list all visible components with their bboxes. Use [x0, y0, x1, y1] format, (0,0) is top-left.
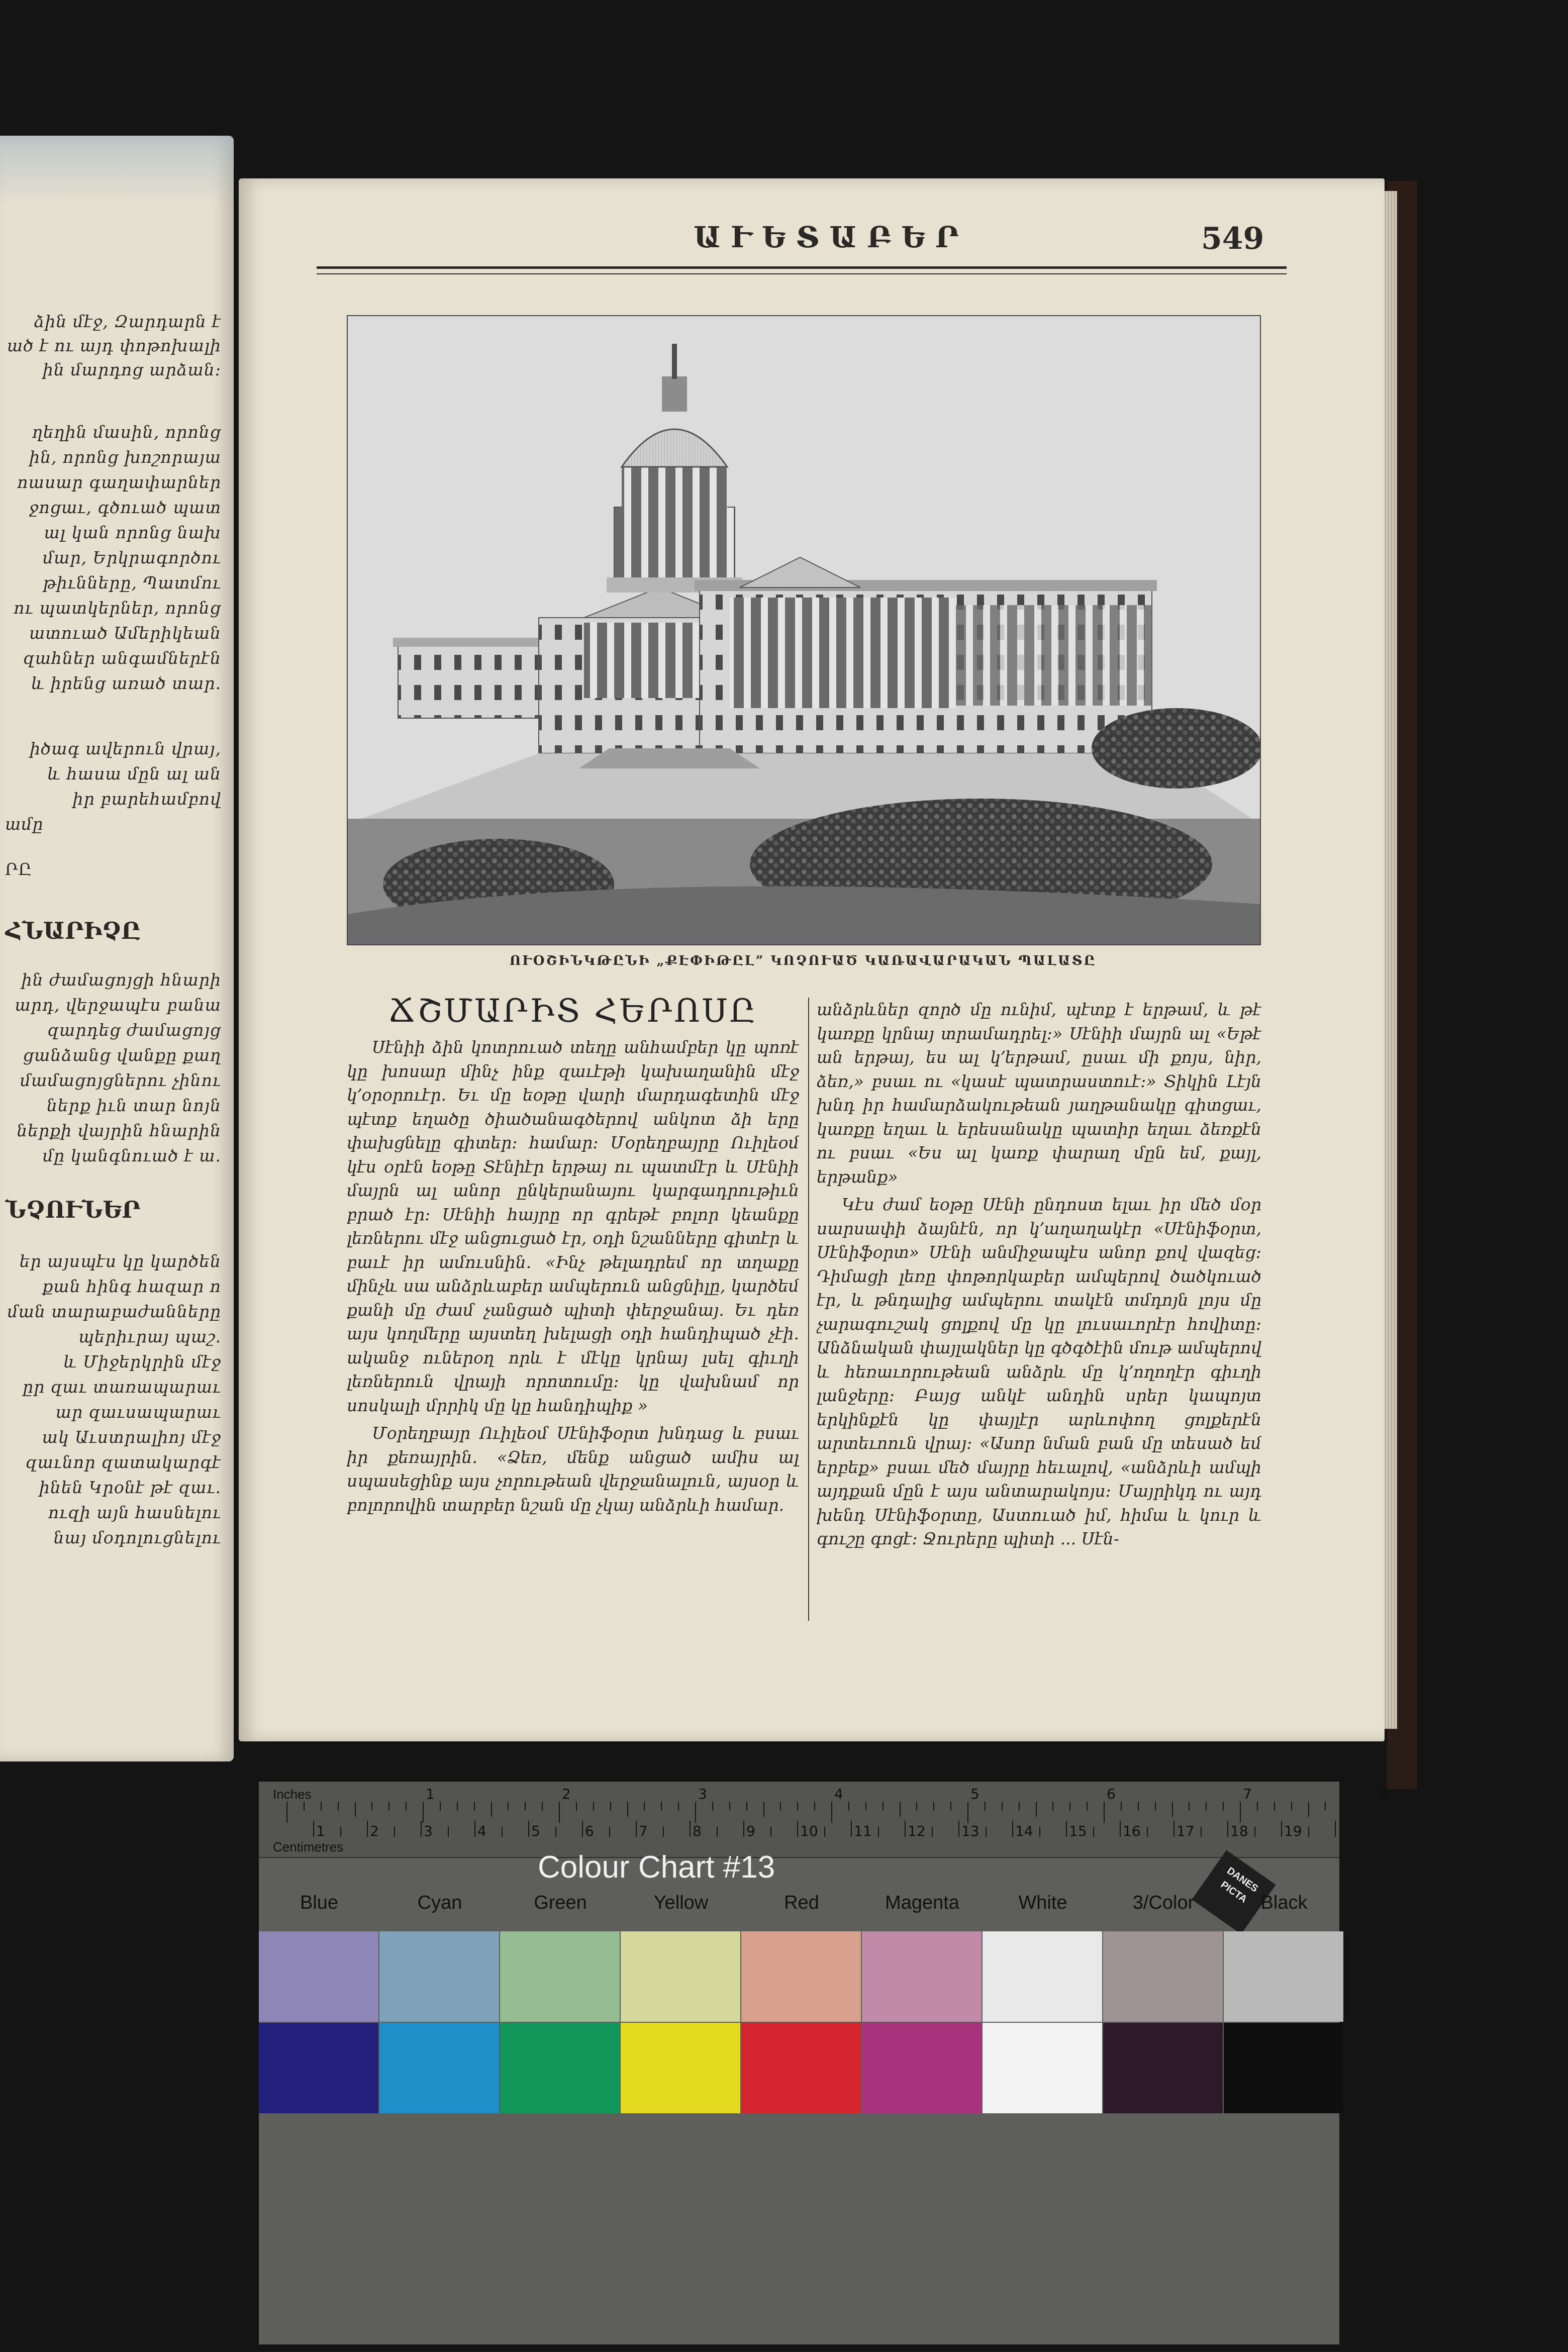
running-head: ԱՒԵՏԱԲԵՐ — [694, 220, 969, 254]
ruler-inch-tick — [1104, 1802, 1105, 1823]
left-text-line: պերիւրայ պաշ. — [78, 1327, 221, 1346]
left-text-line: իր բարեհամբով — [72, 789, 221, 809]
ruler-inch-tick — [1291, 1802, 1292, 1811]
left-text-line: ըր զաւ տառապարաւ — [22, 1377, 221, 1397]
left-text-line: քան հինգ հազար ո — [42, 1277, 221, 1296]
ruler-inch-tick — [338, 1802, 339, 1811]
ruler-inch-tick — [967, 1802, 968, 1823]
ruler-inch-tick — [1206, 1802, 1207, 1811]
ruler-cm-label: 11 — [854, 1823, 872, 1839]
ruler-cm-tick — [582, 1821, 583, 1837]
ruler-cm-tick — [905, 1821, 906, 1837]
ruler-inch-tick — [1223, 1802, 1224, 1811]
article-column-left — [347, 1035, 799, 1618]
ruler-cm-tick — [1254, 1827, 1255, 1837]
ruler-inch-label: 3 — [698, 1786, 707, 1802]
ruler-cm-tick — [1281, 1821, 1282, 1837]
ruler-inch-label: 6 — [1107, 1786, 1116, 1802]
ruler-inch-tick — [883, 1802, 884, 1811]
left-text-line: ման տարաբաժանները — [7, 1302, 221, 1321]
swatch-label: Blue — [300, 1892, 339, 1913]
ruler-inch-tick — [746, 1802, 747, 1811]
left-text-line: եր այսպէս կը կարծեն — [19, 1251, 221, 1271]
page-number: 549 — [1201, 221, 1264, 256]
ruler-cm-label: Centimetres — [273, 1839, 344, 1854]
ruler-inch-tick — [1257, 1802, 1258, 1811]
ruler-cm-tick — [932, 1827, 933, 1837]
ruler-inch-tick — [610, 1802, 611, 1811]
paragraph: Սէնիի ձին կոտրուած տեղը անհամբեր կը պոռէ կը խոսար մինչ ինք զաւէթի կախաղանին մէջ կ՚օրօրուէր. Եւ մը եօթը վարի մարդագետին մէջ պէտք եղածը ծիածանագծերով անկոտ ձի երը փախցնելը գիտեր։ համար։ Մօրեղբայրը Ուիլեօմ կէս օրէն եօթը Տէնիէր երթայ ու պատմէր և Սէնիի մայրն ալ անոր ընկերանայու կարգադրութիւն բրած էր։ Սէնիի հայրը որ գրեթէ բոլոր կեանքը լեռներու մէջ անցուցած էր, օդի նշանները գիտէր և բաւէ իր ամուսնին. «Ինչ թելադրեմ որ տղաքը մինչև սա անձրևաբեր ամպերուն անցնիլը, կարծեմ քանի մը ժամ չանցած պիտի փերջանայ. Եւ դեռ այս կողմերը այստեղ խելացի օդի հանդիպած չէի. ականջ ուներօղ որև է մէկը կրնայ լսել գիւղի լեռներուն վրայի որոտումը։ կը վախնամ որ սոսկալի մրրիկ մը կը հանդիպիք » — [347, 1037, 799, 1415]
ruler-cm-tick — [609, 1827, 610, 1837]
left-text-line: և իրենց առած տար. — [31, 673, 221, 693]
colour-swatch-top — [1224, 1931, 1343, 2022]
ruler-inch-tick — [1138, 1802, 1139, 1811]
ruler-inch-tick — [797, 1802, 798, 1811]
ruler-cm-tick — [1012, 1821, 1013, 1837]
colour-swatch-top — [379, 1931, 499, 2022]
ruler-cm-tick — [1335, 1821, 1336, 1837]
ruler — [259, 1782, 1339, 1858]
left-page-tint — [0, 136, 234, 206]
ruler-inch-label: 7 — [1243, 1786, 1252, 1802]
ruler-cm-tick — [474, 1821, 475, 1837]
left-text-line: ամը — [5, 814, 44, 834]
colour-swatch-bottom — [259, 2023, 378, 2113]
ruler-cm-tick — [851, 1821, 852, 1837]
left-text-line: զարդեց ժամացոյց — [47, 1020, 221, 1040]
ruler-inch-tick — [440, 1802, 441, 1811]
ruler-inch-tick — [1019, 1802, 1020, 1811]
ruler-inch-tick — [542, 1802, 543, 1811]
ruler-inch-tick — [1189, 1802, 1190, 1811]
ruler-inch-tick — [1325, 1802, 1326, 1811]
left-text-line: ձին մէջ, Զարդարն է — [34, 312, 221, 331]
ruler-cm-tick — [1120, 1821, 1121, 1837]
ruler-inch-tick — [712, 1802, 713, 1811]
ruler-inch-tick — [525, 1802, 526, 1811]
ruler-inch-tick — [916, 1802, 917, 1811]
ruler-cm-tick — [1066, 1821, 1067, 1837]
ruler-cm-label: 6 — [585, 1823, 594, 1839]
swatch-label: White — [1018, 1892, 1067, 1913]
left-text-line: ին ժամացոյցի հնարի — [21, 970, 221, 990]
left-text-line: ՐԸ — [5, 859, 33, 879]
ruler-cm-tick — [313, 1821, 314, 1837]
left-text-line: մամացոյցներու չինու — [20, 1070, 221, 1090]
column-divider — [808, 998, 809, 1621]
ruler-inch-tick — [900, 1802, 901, 1817]
ruler-inch-tick — [933, 1802, 934, 1811]
ruler-inch-tick — [1069, 1802, 1070, 1811]
ruler-inch-tick — [388, 1802, 389, 1811]
colour-swatch-bottom — [1224, 2023, 1343, 2113]
colour-swatch-bottom — [379, 2023, 499, 2113]
ruler-cm-label: 12 — [908, 1823, 926, 1839]
left-text-line: մար, Երկրագործու — [42, 548, 221, 567]
swatch-label: Black — [1260, 1892, 1308, 1913]
swatch-label: Cyan — [417, 1892, 462, 1913]
left-text-line: զահներ անգամներէն — [23, 648, 221, 668]
swatch-label: Yellow — [653, 1892, 709, 1913]
capitol-illustration — [347, 315, 1261, 945]
ruler-cm-label: 15 — [1069, 1823, 1087, 1839]
ruler-cm-tick — [1201, 1827, 1202, 1837]
ruler-inch-tick — [865, 1802, 866, 1811]
ruler-inch-tick — [355, 1802, 356, 1817]
colour-swatch-top — [621, 1931, 740, 2022]
ruler-cm-label: 5 — [531, 1823, 540, 1839]
ruler-cm-tick — [663, 1827, 664, 1837]
ruler-inch-tick — [286, 1802, 287, 1823]
paragraph: Մօրեղբայր Ուիլեօմ Սէնիֆօրտ խնդաց և բսաւ իր քեռայրին. «Ձեռ, մենք անցած ամիս ալ սպասեցինք այս չորութեան վերջանալուն, այսօր և բոլորովին տարբեր նշան մը չկայ անձրևի համար. — [347, 1423, 799, 1515]
ruler-inch-tick — [985, 1802, 986, 1811]
ruler-cm-label: 10 — [800, 1823, 818, 1839]
header-rule — [317, 266, 1287, 269]
ruler-inch-tick — [559, 1802, 560, 1823]
ruler-inch-tick — [695, 1802, 696, 1823]
left-text-line: ին, որոնց խոշորայա — [29, 447, 221, 467]
colour-swatch-top — [862, 1931, 982, 2022]
ruler-cm-tick — [1173, 1821, 1174, 1837]
ruler-inch-label: 1 — [426, 1786, 435, 1802]
ruler-inch-label: 5 — [970, 1786, 979, 1802]
danes-picta-logo: DANES PICTA — [1192, 1850, 1276, 1934]
left-text-line: ղեղին մասին, որոնց — [32, 422, 221, 442]
ruler-cm-label: 18 — [1230, 1823, 1248, 1839]
left-text-line: և հասա մըն ալ ան — [47, 764, 221, 783]
ruler-inch-tick — [1240, 1802, 1241, 1823]
ruler-inch-tick — [321, 1802, 322, 1811]
left-page — [0, 136, 234, 1761]
ruler-cm-tick — [1039, 1827, 1040, 1837]
ruler-cm-tick — [1308, 1827, 1309, 1837]
ruler-cm-label: 9 — [746, 1823, 755, 1839]
ruler-cm-tick — [1147, 1827, 1148, 1837]
ruler-inch-tick — [1172, 1802, 1173, 1817]
colour-swatch-top — [259, 1931, 378, 2022]
ruler-inch-tick — [576, 1802, 577, 1811]
ruler-inch-tick — [406, 1802, 407, 1811]
colour-swatch-top — [741, 1931, 861, 2022]
left-text-line: ոասար գաղափարներ — [17, 472, 221, 492]
illustration-caption: ՈՒՕՇԻՆԿԹԸՆԻ „ՔԷՓԻԹԸԼ” ԿՈՉՈՒԱԾ ԿԱՌԱՎԱՐԱԿԱՆ ՊԱԼԱՏԸ — [509, 953, 1097, 968]
left-text-line: ակ Աւստրալիոյ մէջ — [42, 1427, 221, 1447]
ruler-inch-tick — [780, 1802, 781, 1811]
swatch-label: Red — [784, 1892, 819, 1913]
ruler-cm-label: 17 — [1177, 1823, 1195, 1839]
ruler-cm-label: 7 — [639, 1823, 648, 1839]
paragraph: Կէս ժամ եօթը Սէնի ընդոստ ելաւ իր մեծ մօր սարսափի ձայնէն, որ կ՚աղաղակէր «Սէնիֆօրտ, Սէնիֆօրտ» Սէնի անմիջապէս անոր քով վազեց։ Դիմացի լեռը փոթորկաբեր ամպերով ծածկուած էր, և թնդալից ամպերու տակէն տմդոյն լոյս մը չարագուշակ ցոլքով մը կը լուսաւորէր հովիտը։ Անձնական փայլակներ կը գծգծէին մութ ամպերով և հեռաւորութեան անձրև մը կ՚ողողէր գիւղի լանջերը։ Բայց անկէ անդին սրեր կապոյտ երկինքէն կը փայլէր արևոփող ցոլքերէն արտեւոուն վրայ։ «Ասոր նման բան մը տեսած եմ երբեք» բսաւ մեծ մայրը հեւալով, «անձրևի ամպի այդքան մըն է այս անտարակոյս։ Մայրիկդ ու այդ խենդ Սէնիֆօրտը, Աստուած իմ, հիմա և կուր և գուշը գոցէ։ Ջուրերը պիտի ... Սէն- — [817, 1195, 1261, 1548]
left-section-heading: ՀՆԱՐԻՉԸ — [5, 917, 141, 944]
ruler-cm-tick — [797, 1821, 798, 1837]
ruler-inch-tick — [304, 1802, 305, 1811]
ruler-cm-tick — [1093, 1827, 1094, 1837]
ruler-cm-tick — [340, 1827, 341, 1837]
colour-swatch-bottom — [500, 2023, 620, 2113]
ruler-cm-tick — [717, 1827, 718, 1837]
header-rule — [317, 273, 1287, 274]
colour-swatch-top — [983, 1931, 1102, 2022]
left-section-heading: ՆՉՈՒՆԵՐ — [5, 1196, 141, 1223]
article-column-right — [817, 998, 1261, 1621]
ruler-inch-tick — [1052, 1802, 1053, 1811]
left-text-line: ու պատկերներ, որոնց — [14, 598, 221, 618]
ruler-inch-tick — [593, 1802, 594, 1811]
left-text-line: ցանձանց վանքը քաղ — [23, 1045, 221, 1065]
ruler-inch-tick — [831, 1802, 832, 1823]
colour-swatch-bottom — [1103, 2023, 1223, 2113]
ruler-cm-label: 8 — [693, 1823, 702, 1839]
ruler-inch-label: 4 — [834, 1786, 843, 1802]
swatch-label: 3/Color — [1132, 1892, 1195, 1913]
ruler-inch-tick — [491, 1802, 492, 1817]
paragraph: անձրևներ զործ մը ունիմ, պէտք է երթամ, և թէ կառքը կրնայ տրամադրել։» Սէնիի մայրն ալ «Եթէ ան երթայ, ես ալ կ՚երթամ, ըսաւ մի քոյս, նիր, ձեռ,» բսաւ ու «կասէ պատրաստուէ։» Տիկին Լէյն խնդ իր համարձակութեան յաղթանակը գիտցաւ, կառքը եղաւ և երեսանակը պատիր եղաւ ձեռքէն ու բսաւ «Ես ալ կառք փարաղ մըն եմ, քայլ, երթանք» — [817, 1000, 1261, 1187]
left-text-line: ներքի վայրին հնարին — [17, 1121, 221, 1140]
ruler-inch-tick — [1308, 1802, 1309, 1817]
ruler-cm-tick — [555, 1827, 556, 1837]
ruler-inch-tick — [950, 1802, 951, 1811]
colour-chart — [259, 1782, 1388, 2344]
left-text-line: ուզի այն հասնելու — [48, 1503, 221, 1522]
ruler-cm-label: 4 — [477, 1823, 486, 1839]
ruler-cm-tick — [690, 1821, 691, 1837]
ruler-cm-label: 2 — [370, 1823, 379, 1839]
left-text-line: իծագ ավերուն վրայ, — [30, 739, 221, 758]
ruler-inch-tick — [763, 1802, 764, 1817]
ruler-cm-tick — [528, 1821, 529, 1837]
ruler-cm-tick — [824, 1827, 825, 1837]
ruler-cm-label: 13 — [961, 1823, 979, 1839]
left-text-line: ինեն Կրօնէ թէ զաւ. — [39, 1478, 221, 1497]
colour-swatch-bottom — [621, 2023, 740, 2113]
ruler-cm-tick — [421, 1821, 422, 1837]
chart-title: Colour Chart #13 — [538, 1850, 775, 1885]
ruler-inches-label: Inches — [273, 1787, 312, 1802]
left-text-line: զաւնոր զատակարգէ — [25, 1452, 221, 1472]
ruler-inch-tick — [1274, 1802, 1275, 1811]
left-text-line: ատուած Ամերիկեան — [29, 623, 221, 643]
ruler-cm-tick — [448, 1827, 449, 1837]
ruler-cm-tick — [878, 1827, 879, 1837]
ruler-cm-tick — [367, 1821, 368, 1837]
left-text-line: և Միջերկրին մէջ — [63, 1352, 221, 1371]
ruler-inch-tick — [661, 1802, 662, 1811]
ruler-cm-tick — [394, 1827, 395, 1837]
ruler-cm-label: 1 — [316, 1823, 325, 1839]
colour-swatch-top — [500, 1931, 620, 2022]
ruler-cm-tick — [958, 1821, 959, 1837]
ruler-cm-label: 3 — [424, 1823, 433, 1839]
ruler-inch-tick — [1155, 1802, 1156, 1811]
ruler-cm-tick — [743, 1821, 744, 1837]
ruler-cm-label: 19 — [1284, 1823, 1302, 1839]
left-text-line: նայ մօդոլուցնելու — [53, 1528, 221, 1547]
swatch-label: Magenta — [885, 1892, 959, 1913]
ruler-inch-tick — [627, 1802, 628, 1817]
ruler-cm-tick — [770, 1827, 771, 1837]
left-text-line: թիւնները, Պատմու — [43, 573, 221, 593]
left-text-line: ներք իւն տար նոյն — [46, 1096, 221, 1115]
ruler-cm-tick — [636, 1821, 637, 1837]
ruler-inch-tick — [729, 1802, 730, 1811]
colour-swatch-top — [1103, 1931, 1223, 2022]
left-text-line: մը կանգնուած է ա. — [42, 1146, 221, 1165]
ruler-inch-tick — [1121, 1802, 1122, 1811]
left-text-line: ար զաւսապարաւ — [55, 1402, 221, 1422]
colour-swatch-bottom — [862, 2023, 982, 2113]
swatch-label: Green — [534, 1892, 587, 1913]
ruler-inch-label: 8 — [1379, 1786, 1388, 1802]
left-text-line: ալ կան որոնց նախ — [44, 523, 221, 542]
ruler-inch-tick — [371, 1802, 372, 1811]
ruler-cm-tick — [1227, 1821, 1228, 1837]
ruler-inch-tick — [474, 1802, 475, 1811]
ruler-cm-tick — [502, 1827, 503, 1837]
ruler-inch-tick — [678, 1802, 679, 1811]
ruler-inch-tick — [457, 1802, 458, 1811]
ruler-inch-tick — [814, 1802, 815, 1811]
left-text-line: ին մարդոց արձան։ — [42, 360, 221, 379]
ruler-inch-tick — [1087, 1802, 1088, 1811]
article-title: ՃՇՄԱՐԻՏ ՀԵՐՈՍԸ — [388, 993, 758, 1030]
ruler-inch-tick — [508, 1802, 509, 1811]
ruler-cm-label: 14 — [1015, 1823, 1033, 1839]
left-text-line: ջոցաւ, գծուած պատ — [29, 498, 221, 517]
ruler-inch-tick — [848, 1802, 849, 1811]
left-text-line: ած է ու այդ փոթոխալի — [7, 336, 221, 355]
ruler-inch-label: 2 — [562, 1786, 571, 1802]
left-text-line: արդ, վերջապէս բանա — [15, 995, 221, 1015]
ruler-inch-tick — [423, 1802, 424, 1823]
ruler-cm-tick — [986, 1827, 987, 1837]
ruler-inch-tick — [1036, 1802, 1037, 1817]
colour-swatch-bottom — [741, 2023, 861, 2113]
ruler-inch-tick — [644, 1802, 645, 1811]
capitol-engraving — [348, 316, 1260, 944]
ruler-cm-label: 16 — [1123, 1823, 1141, 1839]
colour-swatch-bottom — [983, 2023, 1102, 2113]
ruler-inch-tick — [1002, 1802, 1003, 1811]
